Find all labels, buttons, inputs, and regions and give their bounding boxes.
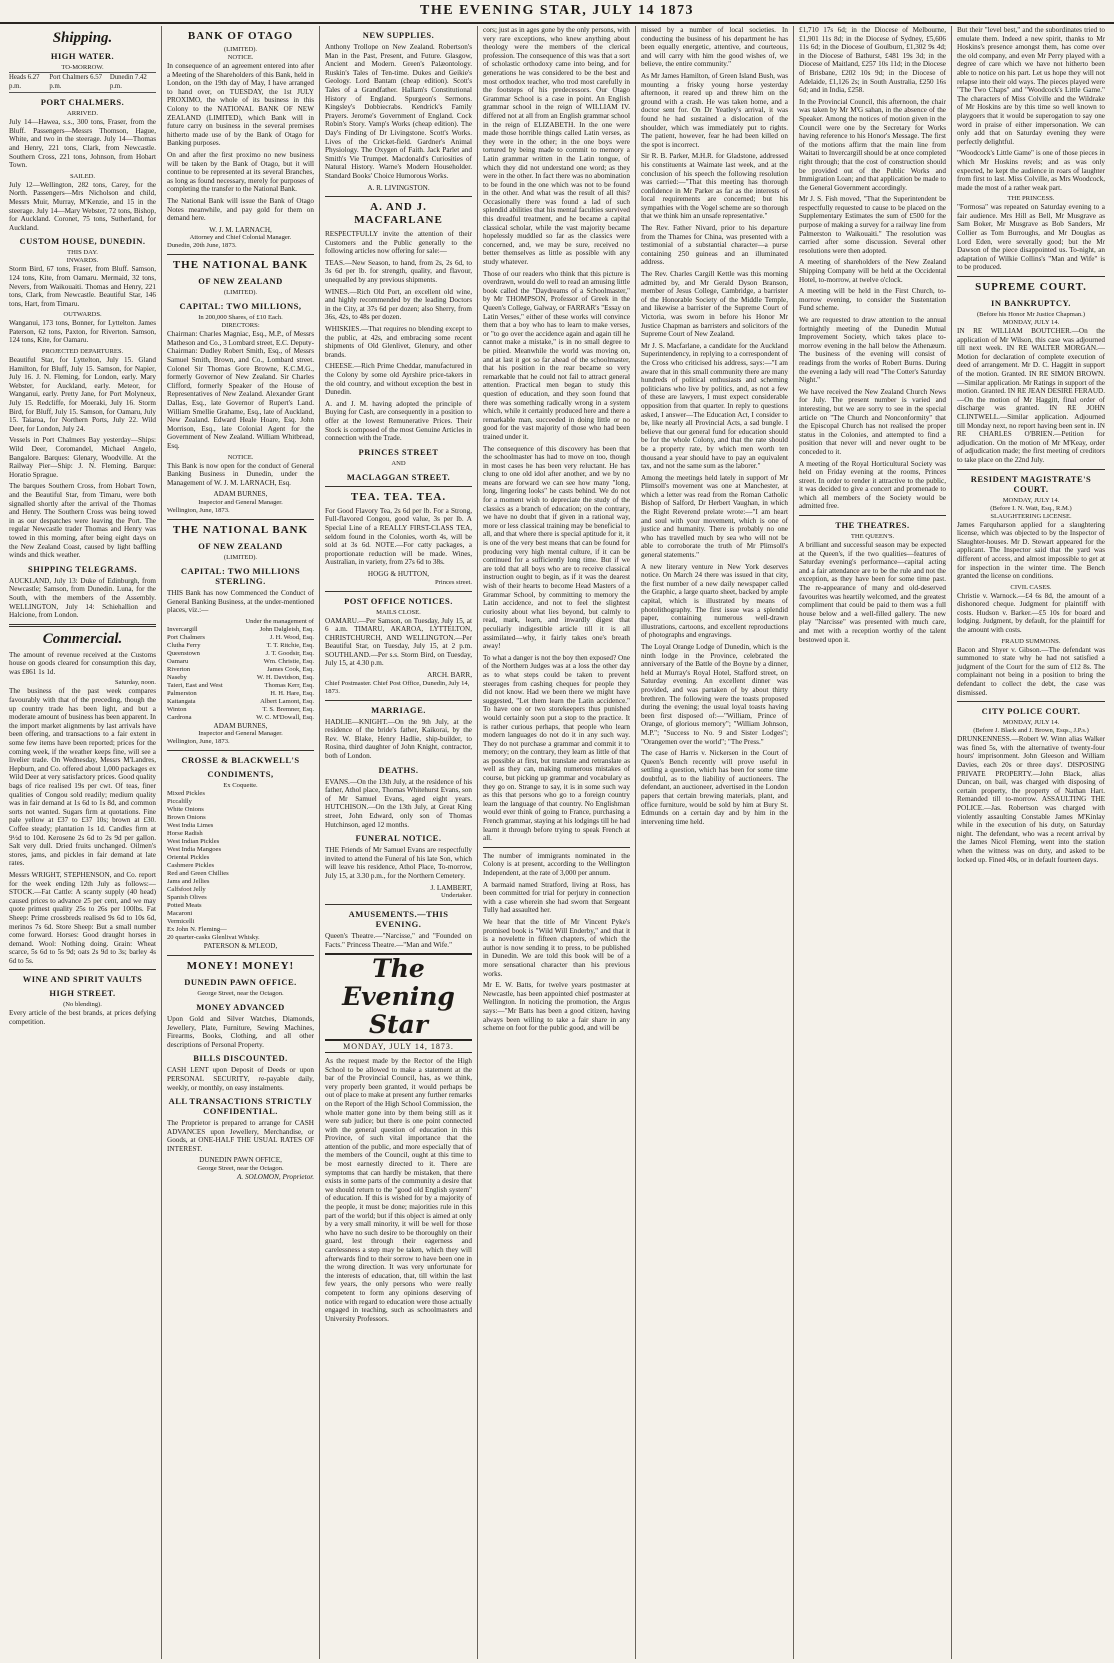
rm-before: (Before I. N. Watt, Esq., R.M.) xyxy=(990,504,1072,512)
marriage-text: HADLIE—KNIGHT.—On the 9th July, at the residence of the bride's father, Kaikorai, by the Rev. W. Blake, Henry Hadlie, ship-builder, to Rosina, third daughter of John Knight, contractor, both of London. xyxy=(325,717,472,761)
news-item: missed by a number of local societies. In conducting the business of his department he has been equally energetic, attentive, and courteous, and will carry with him the good wishes of, we believe, the entire community." xyxy=(641,26,788,69)
column-1 xyxy=(4,26,162,1659)
post-office-heading: POST OFFICE NOTICES. xyxy=(344,595,453,606)
theatres-heading: THE THEATRES. xyxy=(835,520,910,531)
tide-dunedin: Dunedin 7.42 p.m. xyxy=(109,74,147,90)
police-before: (Before J. Black and J. Brown, Esqs., J.P.s.) xyxy=(973,727,1089,735)
macfarlane-cheese: CHEESE.—Rich Prime Cheddar, manufactured in the Colony by some old Ayrshire price-takers in the old country, and without exception the best in Dunedin. xyxy=(325,362,472,397)
tide-heads: Heads 6.27 p.m. xyxy=(9,74,40,90)
commercial-dateline: Saturday, noon. xyxy=(114,679,156,687)
agent-place: Naseby xyxy=(167,673,187,681)
bankruptcy-before: (Before his Honor Mr Justice Chapman.) xyxy=(976,311,1086,319)
divider xyxy=(167,955,314,956)
list-item: Cashmere Pickles xyxy=(167,862,215,870)
news-item: Mr E. W. Batts, for twelve years postmaster at Newcastle, has been appointed chief postmaster at Wellington. In noticing the promotion, the Argus says:—"Mr Batts has been a good citizen, having always been willing to take a fair share in any scheme on foot for the public good, and will be xyxy=(483,981,630,1033)
divider xyxy=(9,969,156,970)
outwards-text: Wanganui, 173 tons, Bonner, for Lyttelton. James Paterson, 62 tons, Paxton, for Riverton. Samson, 124 tons, Kite, for Oamaru. xyxy=(9,319,156,345)
divider xyxy=(9,624,156,627)
leading-article: As the request made by the Rector of the High School to be allowed to make a statement at the bar of the Provincial Council, has, as we think, very properly been granted, it would perhaps be out of place to make at present any further remarks on the Report of the High School Commission, the whole matter gone into by them being still as it were sub judice; but there is one point connected with the general question of education in this Province, of such vital importance that the attention of the public, and more especially that of the members of the Council, ought at this time to be most earnestly directed to it. There are symptoms that can hardly be mistaken, that there exists in some parts of the community a desire that we should return to the "good old English system" of education. If this is wished for by a majority of the people, it must be done; majorities rule in this part of the world; but if this object is aimed at only by a very small minority, it will be well for those who have no such desire to be thoroughly on their guard, lest through their eagerness and carelessness a step may be taken, which they will afterwards find to their sorrow to have been one in the wrong direction. It was very unfortunate for the interests of education, that, till within the last few years, the only persons who were really competent to form any opinions deserving of notice with regard to education were those actually engaged in teaching, such as schoolmasters and University Professors. xyxy=(325,1056,472,1323)
this-day-label: THIS DAY. xyxy=(67,249,98,257)
crosse-blackwell-heading: CROSSE & BLACKWELL'S xyxy=(181,755,300,766)
commercial-heading: Commercial. xyxy=(42,630,123,647)
confidential-heading: ALL TRANSACTIONS STRICTLY CONFIDENTIAL. xyxy=(168,1096,313,1117)
agent-row xyxy=(167,626,314,634)
high-water-heading: HIGH WATER. xyxy=(50,51,115,61)
condiments-list xyxy=(167,790,314,942)
agent-manager: J. T. Goodsir, Esq. xyxy=(265,649,314,657)
agent-row xyxy=(167,706,314,714)
money-text: Upon Gold and Silver Watches, Diamonds, Jewellery, Plate, Furniture, Sewing Machines, Firearms, Books, Clothing, and all other descriptions of Personal Property. xyxy=(167,1014,314,1049)
list-item: White Onions xyxy=(167,806,204,814)
new-supplies-signature: A. R. LIVINGSTON. xyxy=(367,183,430,192)
civil-cases-heading: CIVIL CASES. xyxy=(1010,583,1052,591)
bank-of-otago-signature: W. J. M. LARNACH, xyxy=(209,225,272,234)
barques-text: The barques Southern Cross, from Hobart Town, and the Beautiful Star, from Timaru, were both signalled shortly after the arrival of the Thomas and Henry. The Southern Cross was being towed in as our despatches were leaving the Port. The regular Newcastle trader Thomas and Henry was towed in this morning, after being eight days on the New Zealand Coast, caused by light baffling winds and thick weather. xyxy=(9,482,156,560)
tomorrow-label: TO-MORROW. xyxy=(61,64,104,71)
tide-port-chalmers: Port Chalmers 6.57 p.m. xyxy=(49,74,103,90)
shipping-heading: Shipping. xyxy=(52,30,113,46)
burnes-title: Inspector and General Manager. xyxy=(198,498,283,506)
agent-place: Palmerston xyxy=(167,689,197,697)
macfarlane-text-2: A. and J. M. having adopted the principle of Buying for Cash, are consequently in a position to offer at the lowest Remunerative Prices. Their Stock is composed of the most Genuine Articles in connection with the Trade. xyxy=(325,399,472,443)
paper-title: The Evening Star xyxy=(325,953,472,1041)
wine-vaults-text: Every article of the best brands, at prices defying competition. xyxy=(9,1009,156,1027)
commercial-text-3: Messrs WRIGHT, STEPHENSON, and Co. report for the week ending 12th July as follows:—STOCK.—Fat Cattle: A scanty supply (40 head) caused prices to advance 25 per cent, and we may quote primest quality 25s to 26s per 100lbs. Fat Sheep: Prime crossbreds realised 9s 6d to 10s 6d, merinos 7s 6d. Store Sheep: But a small number come forward. Horses: Good draught horses in demand. Wool: Nothing doing. Grain: Wheat scarce, 5s 6d to 5s 9d; oats 2s 9d to 3s; barley 4s 6d to 5s. xyxy=(9,870,156,965)
list-item: Ex John N. Fleming— xyxy=(167,926,227,934)
princes-and: AND xyxy=(391,459,406,467)
divider xyxy=(167,519,314,520)
funeral-text: THE Friends of Mr Samuel Evans are respectfully invited to attend the Funeral of his late Son, which will leave his residence, Athol Place, To-morrow, July 15, at 3.30 p.m., for the Northern Cemetery. xyxy=(325,846,472,880)
tea-heading: TEA. TEA. TEA. xyxy=(350,490,447,503)
agent-row xyxy=(167,658,314,666)
macfarlane-whiskies: WHISKIES.—That requires no blending except to the public, at 42s, and embracing some recent shipments of Old Glenlivet, Glenury, and other brands. xyxy=(325,325,472,359)
divider xyxy=(957,469,1105,470)
agent-row xyxy=(167,650,314,658)
pawn-office-footer-address: George Street, near the Octagon. xyxy=(197,1165,284,1173)
theatre-review: "Formosa" was repeated on Saturday evening to a fair audience. Mrs Hill as Bell, Mr Musgrave as Sam Boker, Mr Musgrave as Bob Sanders, Mr Collier as Tom Burroughs, and Mr Douglas as Lord Eden, were severally good; but the Mr Dawson of the piece disappointed us. To-night, an adaptation of Wilkie Collins's "Man and Wife" is to be produced. xyxy=(957,203,1105,272)
commenced-text: THIS Bank has now Commenced the Conduct of General Banking Business, at the under-mentioned places, viz.:— xyxy=(167,588,314,615)
divider xyxy=(325,486,472,487)
news-item: We hear that the title of Mr Vincent Pyke's promised book is "Wild Will Enderby," and that it is a novelette in fifteen chapters, of which the author is now sending it to press, to be published in Dunedin. We are told this book will be of a more sensational character than his previous works. xyxy=(483,917,630,978)
news-item: The number of immigrants nominated in the Colony is at present, according to the Wellington Independent, at the rate of 3,000 per annum. xyxy=(483,851,630,877)
telegrams-text: AUCKLAND, July 13: Duke of Edinburgh, from Newcastle; Samson, from Dunedin. Luna, for the South, with the members of the Assembly. WELLINGTON, July 14: Schiehallion and Halcione, from London. xyxy=(9,576,156,620)
news-item: A barmaid named Stratford, living at Ross, has been committed for trial for perjury in connection with a case wherein she had sworn that Sergeant Tully had assaulted her. xyxy=(483,880,630,915)
agent-place: Cardrona xyxy=(167,713,192,721)
maclaggan-street: MACLAGGAN STREET. xyxy=(346,471,451,482)
notice-heading: NOTICE. xyxy=(227,54,254,61)
pawn-office-footer: DUNEDIN PAWN OFFICE, xyxy=(199,1156,282,1165)
divider xyxy=(325,196,472,197)
column-6 xyxy=(794,26,952,1659)
telegrams-heading: SHIPPING TELEGRAMS. xyxy=(27,563,137,574)
article-text: The consequence of this discovery has been that the schoolmaster has had to move on too, though in most cases he has been very reluctant. He has clung to one old idol after another, and we by no means are forward we can see how many "long, long, lingering looks" he casts behind. We do not for a moment wish to depreciate the study of the classics as a branch of education; on the contrary, we have no doubt that if given in a rational way, more or less classical training may be beneficial to all, and that where there is special aptitude for it, it is one of the very best means that can be found for producing very high mental culture, if it can be continued for a sufficiently long time. But if we are told that all boys who are to receive classical instruction ought to begin, as if it was the dearest wish of their hearts to become Head Masters of a Grammar School, by committing to memory the Latin accidence, and not to feel the slightest curiosity about what lies beyond, but calmly to read, mark, learn, and inwardly digest that peculiarly indigestible article till it is all assimilated—why, it fairly takes one's breath away! xyxy=(483,444,630,651)
list-item: Vermicelli xyxy=(167,918,195,926)
wine-vaults-street: HIGH STREET. xyxy=(49,988,116,999)
theatre-review: A brilliant and successful season may be expected at the Queen's, if the two qualities—features of Saturday evening's performance—capital acting and a fair attendance are to be the rule and not the exception, as they have been for some time past. The re-appearance of many and old-deserved favourites was heartily welcomed, and the greatest compliment that could be paid to them was a full house below and a well-filled gallery. The new play "Narcisse" was presented with much care, and met with a reception worthy of the talent bestowed upon it. xyxy=(799,541,946,644)
bankruptcy-date: MONDAY, JULY 14. xyxy=(1002,319,1060,327)
funeral-heading: FUNERAL NOTICE. xyxy=(355,833,442,844)
court-report: DRUNKENNESS.—Robert W. Winn alias Walker was fined 5s, with the alternative of twenty-four hours' imprisonment. John Gleeson and William Davies, each 20s or three days'. DISPOSING PRIVATE PROPERTY.—John Black, alias Duncan, on bail, was charged with disposing of certain property, the property of Nathan Hart. Remanded till to-morrow. ASSAULTING THE POLICE.—Jas. Robertson was charged with violently assaulting Constable James M'Kinlay while in the execution of his duty, on Saturday night. The defendant, who was a recent arrival by the James Nicol Fleming, went into the station when the witness was on duty, and asked to be locked up. Fined 40s, or in default fourteen days. xyxy=(957,735,1105,864)
divider xyxy=(167,750,314,751)
macfarlane-heading: A. AND J. MACFARLANE xyxy=(354,201,443,227)
column-5 xyxy=(636,26,794,1659)
bank-of-otago-sub: (LIMITED). xyxy=(223,46,258,53)
divider xyxy=(167,254,314,255)
macfarlane-intro: RESPECTFULLY invite the attention of their Customers and the Public generally to the following articles now offering for sale:— xyxy=(325,230,472,256)
tide-table xyxy=(9,72,156,93)
column-7 xyxy=(952,26,1110,1659)
agents-list xyxy=(167,626,314,722)
list-item: Macaroni xyxy=(167,910,193,918)
notice-heading-2: NOTICE. xyxy=(227,453,254,461)
macfarlane-teas: TEAS.—New Season, to hand, from 2s, 2s 6d, to 3s 6d per lb. for strength, quality, and flavour, unequalled by any previous shipments. xyxy=(325,258,472,285)
directors-text: Chairman: Charles Magniac, Esq., M.P., of Messrs Matheson and Co., 3 Lombard street, E.C. Deputy-Chairman: Dudley Robert Smith, Esq., of Messrs Samuel Smith, Brown, and Co., Lombard street. Colonel Sir Thomas Gore Browne, K.C.M.G., formerly Governor of New Zealand. Sir Charles Clifford, formerly Speaker of the House of Representatives of New Zealand. Alexander Grant Dallas, Esq., late Governor of Rupert's Land. William Smellie Grahame, Esq., late of Auckland, New Zealand. Edward Heale Hoare, Esq. John Morrison, Esq., late Colonial Agent for the Government of New Zealand. William Whitbread, Esq. xyxy=(167,330,314,450)
pawn-office-address: George Street, near the Octagon. xyxy=(197,989,284,997)
capital-sterling-line: CAPITAL: TWO MILLIONS STERLING. xyxy=(180,565,301,586)
sailings-text: July 12—Wellington, 282 tons, Carey, for the North. Passengers—Mrs Nicholson and child, Messrs Muir, Murray, M'Kenzie, and 15 in the steerage. July 14—Mary Webster, 72 tons, Bishop, for Auckland. Coronet, 75 tons, Sutherland, for Auckland. xyxy=(9,180,156,232)
vessels-text: Vessels in Port Chalmers Bay yesterday—Ships: Wild Deer, Coromandel, Michael Angelo, Bangalore. Barques: Glenary, Woodville. At the Railway Pier—Ship: J. N. Fleming. Barque: Horatio Sprague. xyxy=(9,436,156,479)
wine-vaults-heading: WINE AND SPIRIT VAULTS xyxy=(22,974,143,985)
list-item: Calfsfoot Jelly xyxy=(167,886,206,894)
commercial-text-1: The amount of revenue received at the Customs house on goods cleared for consumption this day, was £861 1s 1d. xyxy=(9,650,156,676)
divider xyxy=(325,591,472,592)
agent-place: Clutha Ferry xyxy=(167,641,201,649)
list-item: Jams and Jellies xyxy=(167,878,210,886)
agent-place: Queenstown xyxy=(167,649,200,657)
news-item: We are requested to draw attention to the annual fortnightly meeting of the Dunedin Mutual Improvement Society, which takes place to-morrow evening in the hall below the Athenæum. The business of the evening will consist of readings from the works of Robert Burns. During the evening a lady will read "The Cotter's Saturday Night." xyxy=(799,316,946,385)
money-heading: MONEY! MONEY! xyxy=(186,959,295,972)
pawn-office-heading: DUNEDIN PAWN OFFICE. xyxy=(184,976,297,987)
theatre-review: "Woodcock's Little Game" is one of those pieces in which Mr Hoskins revels; and as was only expected, he kept the audience in roars of laughter from first to last. Miss Colville, as Mrs Woodcock, made the most of a rather weak part. xyxy=(957,149,1105,192)
agent-row xyxy=(167,666,314,674)
national-bank-limited: (LIMITED). xyxy=(223,289,258,297)
divider xyxy=(483,847,630,848)
condiments-heading: CONDIMENTS, xyxy=(207,769,274,780)
national-bank-limited-b: (LIMITED). xyxy=(223,553,258,561)
commercial-text-2: The business of the past week compares favourably with that of the preceding, though the up country trade has been light, and but a moderate amount of business has been apparent. In the import market alignments by last arrivals have been offering, and transactions to a fair extent in some few items have been reported; prices for the coming week, if the weather keeps fine, will see a livelier trade. On Wednesday, Messrs M'Landres, Hepburn, and Co. offered about 1,000 packages ex Wild Deer at very satisfactory prices. Good quality bags of rice realised 19s per cwt. Of teas, finer qualities of Congou sold readily; medium quality was in fair demand at 1s 6d to 1s 8d, and common sorts not wanted. Sugars firm at quotations. Fine pale yellow at £37 to £37 10s; brown at £30. Coffee steady; plantation 1s 1d. Candles firm at 9½d to 10d. Kerosene 2s 6d to 2s 9d per gallon. Salt very dull. Dried fruits unchanged. Oilmen's stores, jams, and pickles in fair demand at late rates. xyxy=(9,687,156,868)
agent-manager: T. T. Ritchie, Esq. xyxy=(266,641,314,649)
agent-place: Winton xyxy=(167,705,187,713)
column-4 xyxy=(478,26,636,1659)
agent-place: Riverton xyxy=(167,665,191,673)
list-item: West Indian Pickles xyxy=(167,838,220,846)
news-item: Among the meetings held lately in support of Mr Plimsoll's movement was one at Manchester, at which a letter was read from the Roman Catholic Bishop of Salford, Dr Herbert Vaughan, in which the Right Reverend prelate wrote:—"I am heart and soul with your movement, which is one of justice and humanity. There is probably no one who has travelled much by sea who will not be able to corroborate the truth of Mr Plimsoll's general statements." xyxy=(641,473,788,560)
pawn-office-signature: A. SOLOMON, Proprietor. xyxy=(236,1173,314,1182)
agent-manager: W. C. M'Dowall, Esq. xyxy=(256,713,314,721)
deaths-text: EVANS.—On the 13th July, at the residence of his father, Athol place, Thomas Whitehurst Evans, son of Mr Samuel Evans, aged eight years. HUTCHISON.—On the 13th July, at Great King street, John Edward, only son of Thomas Hutchinson, aged 12 months. xyxy=(325,777,472,829)
arrived-heading: ARRIVED. xyxy=(67,110,98,118)
national-bank-heading-b2: OF NEW ZEALAND xyxy=(198,540,283,551)
list-item: Piccalilly xyxy=(167,798,192,806)
agent-place: Taieri, East and West xyxy=(167,681,223,689)
agent-manager: H. H. Hare, Esq. xyxy=(270,689,314,697)
news-item: A meeting will be held in the First Church, to-morrow evening, to consider the Sustentation Fund scheme. xyxy=(799,287,946,313)
police-date: MONDAY, JULY 14. xyxy=(1002,719,1060,727)
bankruptcy-heading: IN BANKRUPTCY. xyxy=(991,298,1071,309)
list-item: West India Mangoes xyxy=(167,846,222,854)
burnes-date-2: Wellington, June, 1873. xyxy=(167,738,230,746)
national-bank-heading-b: THE NATIONAL BANK xyxy=(172,523,309,536)
projected-heading: PROJECTED DEPARTURES. xyxy=(41,348,124,356)
agent-manager: Wm. Christie, Esq. xyxy=(263,657,314,665)
bank-of-otago-signature-title: Attorney and Chief Colonial Manager. xyxy=(189,234,292,242)
agent-row xyxy=(167,642,314,650)
inwards-heading: INWARDS. xyxy=(66,257,99,265)
fraud-summons-heading: FRAUD SUMMONS. xyxy=(1001,637,1061,645)
list-item: Mixed Pickles xyxy=(167,790,205,798)
list-item: Brown Onions xyxy=(167,814,206,822)
news-item: In the Provincial Council, this afternoon, the chair was taken by Mr M'G sahan, in the absence of the Speaker. Among the notices of motion given in the Council were one by the Secretary for Works having reference to his Honor's Message. The first of the motions affirm that the main line from Waitati to Invercargill should be at once completed right through; that the cost of construction should be provided out of the Public Works and Immigration Loan; and that application be made to the General Government accordingly. xyxy=(799,97,946,192)
supreme-court-heading: SUPREME COURT. xyxy=(975,281,1087,294)
bank-of-otago-text-3: The National Bank will issue the Bank of Otago Notes meanwhile, and pay gold for them on demand here. xyxy=(167,196,314,223)
agent-manager: John Dalgleish, Esq. xyxy=(259,625,314,633)
masthead-title: THE EVENING STAR, JULY 14 1873 xyxy=(420,3,694,18)
news-item: A meeting of shareholders of the New Zealand Shipping Company will be held at the Occidental Hotel, to-morrow, at twelve o'clock. xyxy=(799,258,946,284)
money-text-3: The Proprietor is prepared to arrange for CASH ADVANCES upon Jewellery, Merchandise, or Goods, at ONE-HALF THE USUAL RATES OF INTEREST. xyxy=(167,1119,314,1153)
news-item: The Rev. Father Nivard, prior to his departure from the Thames for China, was presented with a testimonial of a substantial character—a purse containing 250 guineas and an illuminated address. xyxy=(641,224,788,267)
agent-place: Oamaru xyxy=(167,657,189,665)
court-report: Bacon and Shyer v. Gibson.—The defendant was summoned to state why he had not satisfied a judgment of the Court for the sum of £12 8s. The complainant not being in a position to bring the defendant to collect the debt, the case was dismissed. xyxy=(957,645,1105,697)
news-item: Sir R. B. Parker, M.H.R. for Gladstone, addressed his constituents at Waimate last week, and at the conclusion of his speech the following resolution was carried:—"That this meeting has thorough confidence in Mr Parker as far as the interests of local requirements are concerned; but his sympathies with the Vogel scheme are so thorough that we think him an unsafe representative." xyxy=(641,152,788,221)
money-text-2: CASH LENT upon Deposit of Deeds or upon PERSONAL SECURITY, re-payable daily, weekly, or monthly, on easy instalments. xyxy=(167,1066,314,1092)
article-text: Those of our readers who think that this picture is overdrawn, would do well to read an amusing little book called the "Daydreams of a Schoolmaster," by Mr THOMPSON, Professor of Greek in the Queen's College, Galway, or FARRAR's "Essay on Latin Verses," either of these works will convince them that a boy who has to learn to make verses, or "to go over the accidence again and again till he cannot make a mistake," is in no small degree to be pitied. Meanwhile the world was moving on, and at last it got so far ahead of the schoolmaster, that his position in the rear became so very remarkable that he could not fail to attract general attention. Practical men began to study this question of education, and they soon found that there was something radically wrong in a system which, while it certainly produced here and there a remarkable man, succeeded in doing little or no good for the vast majority of those who had been trained under it. xyxy=(483,269,630,441)
new-supplies-text: Anthony Trollope on New Zealand. Robertson's Man in the Past, Present, and Future. Glasgow, Ancient and Modern. Green's Palæontology. Ruskin's Tales of Ten-time. Dukes and Geikie's Geology. Lord Bantam (cheap edition). Scott's Tales of a Grandfather. Hallam's Constitutional History of England. Spurgeon's Sermons. Kingsley's Dobbiecrabs. Kendrick's Family Prayers. Jerome's Government of England. Cock Robin's Story. Vamp's Works (cheap edition). The Day's Finding of Dr Livingstone. Scott's Works. Lives of the Cricket-field. Gardner's Animal Physiology. The Oxygen of Faith. Jack Parlet and Smith's Vie Trumpet. Macdonald's Curiosities of Natural History. Warne's Modern Householder. Standard Books' Choice Humorous Works. xyxy=(325,43,472,180)
news-item: £1,710 17s 6d; in the Diocese of Melbourne, £1,901 11s 8d; in the Diocese of Sydney, £5,606 11s 6d; in the Diocese of Goulburn, £1,302 9s 4d; in the Diocese of Bathurst, £481 19s 3d; in the Diocese of Maitland, £257 10s 11d; in the Diocese of Brisbane, £202 10s 9d; in the Diocese of Adelaide, £1,126 2s; in South Australia, £250 16s 6d; and in India, £258. xyxy=(799,26,946,95)
tea-signature: HOGG & HUTTON, xyxy=(367,569,430,578)
divider xyxy=(799,515,946,516)
agent-place: Invercargill xyxy=(167,625,198,633)
agent-row xyxy=(167,682,314,690)
news-item: Mr J. S. Fish moved, "That the Superintendent be respectfully requested to cause to be placed on the Supplementary Estimates the sum of £500 for the purpose of making a survey for a railway line from Palmerston to Waikouaiti." The resolution was carried after some discussion. Several other resolutions were then adopted. xyxy=(799,195,946,255)
news-item: The case of Harris v. Nickersen in the Court of Queen's Bench recently will prove useful in settling a question, which has been for some time doubtful, as to the liability of auctioneers. The defendant, an auctioneer, advertised in the London papers that certain brewing materials, plant, and office furniture, would be sold by him at Bury St. Edmunds on a certain day and by him in the intervening time held. xyxy=(641,749,788,826)
post-office-text: OAMARU.—Per Samson, on Tuesday, July 15, at 6 a.m. TIMARU, AKAROA, LYTTELTON, CHRISTCHURCH, AND WELLINGTON.—Per Beautiful Star, on Tuesday, July 15, at 2 p.m. SOUTHLAND.—Per s.s. Storm Bird, on Tuesday, July 15, at 4.30 p.m. xyxy=(325,616,472,668)
article-text: To what a danger is not the boy then exposed? One of the Northern Judges was at a loss the other day as to what steps could be taken to prevent steerages from cashing cheques for people they did not know. Had we been there we might have suggested, "Let them learn the Latin accidence." To have one or two storekeepers thus punished would certainly soon put a stop to the practice. It is rather curious perhaps, that people who learn modern languages do not do it in any such way. They do not purchase a grammar and commit it to memory; on the contrary, they learn as little of that as possible at first, but translate and retranslate as well as they can, making numerous mistakes of course, but picking up grammar and vocabulary as they go on. Strange to say, it is in some such way as this that persons who go to a foreign country learn the language of that country. No Englishman would ever think of going to France, purchasing a French grammar, staying at his lodgings till he had learnt it through before trying to speak French at all. xyxy=(483,653,630,843)
amusements-text: Queen's Theatre.—"Narcisse," and "Founded on Facts." Princess Theatre.—"Man and Wife." xyxy=(325,932,472,949)
agent-row xyxy=(167,690,314,698)
paper-dateline: MONDAY, JULY 14, 1873. xyxy=(325,1043,472,1053)
ex-coquette: Ex Coquette. xyxy=(223,782,258,790)
mails-close-heading: MAILS CLOSE. xyxy=(376,608,421,616)
divider xyxy=(325,904,472,905)
court-report: James Farquharson applied for a slaughtering license, which was objected to by the Inspector of Slaughter-houses. Mr D. Stewart appeared for the applicant. The Inspector said that the yard was different of access, and almost impossible to get at for inspection in the winter time. The Bench granted the license on conditions. xyxy=(957,520,1105,581)
funeral-signature-title: Undertaker. xyxy=(441,892,472,900)
bank-of-otago-text: In consequence of an agreement entered into after a Meeting of the Shareholders of this Bank, held in London, on the 19th day of May, I have arranged to hand over, on TUESDAY, the 1st JULY PROXIMO, the whole of its business in this Colony to the NATIONAL BANK OF NEW ZEALAND (LIMITED), which Bank will in future carry on business in the several premises hitherto made use of by the Bank of Otago for Banking purposes. xyxy=(167,62,314,148)
agent-row xyxy=(167,714,314,722)
wine-vaults-note: (No blending). xyxy=(63,1001,102,1009)
outwards-heading: OUTWARDS. xyxy=(63,311,102,319)
burnes-date: Wellington, June, 1873. xyxy=(167,506,230,514)
agent-manager: Albert Lamont, Esq. xyxy=(260,697,314,705)
list-item: Potted Meats xyxy=(167,902,202,910)
court-report: Christie v. Warnock.—£4 6s 8d, the amount of a dishonored cheque. Judgment for plaintiff with costs. Hudson v. Barker.—£5 10s for board and lodging. Judgment, by default, for the plaintiff for the amount with costs. xyxy=(957,591,1105,635)
agent-manager: James Cook, Esq. xyxy=(267,665,314,673)
burnes-title-2: Inspector and General Manager. xyxy=(198,730,283,738)
news-item: The Loyal Orange Lodge of Dunedin, which is the ninth lodge in the Province, celebrated the anniversary of the Battle of the Boyne by a dinner, held at Murray's Royal Hotel, Stafford street, on Saturday evening. An excellent dinner was provided, and was partaken of by about thirty brethren. The following were the toasts proposed during the evening; the usual loyal toasts having been first disposed of:—"William, Prince of Orange, of glorious memory"; "William Johnson, M.P."; "Success to No. 9 and Sister Lodges"; "Orangemen over the world"; "The Press." xyxy=(641,642,788,746)
agent-manager: T. S. Bremner, Esq. xyxy=(262,705,314,713)
divider xyxy=(325,700,472,701)
funeral-signature: J. LAMBERT, xyxy=(430,883,472,892)
amusements-heading: AMUSEMENTS.—THIS EVENING. xyxy=(348,909,449,930)
list-item: West India Limes xyxy=(167,822,214,830)
notice-text: This Bank is now open for the conduct of General Banking Business in Dunedin, under the Management of W. J. M. LARNACH, Esq. xyxy=(167,461,314,487)
tea-text: For Good Flavory Tea, 2s 6d per lb. For a Strong, Full-flavored Congou, good value, 3s per lb. A Special Line of a REALLY FIRST-CLASS TEA, seldom found in the Colonies, worth 4s, will be sold at 3s 6d. NOTE.—For catty packages, a proportionate reduction will be made. Wines, Australian, in variety, from 27s 6d to 38s. xyxy=(325,506,472,567)
news-item: Mr J. S. Macfarlane, a candidate for the Auckland Superintendency, in replying to a correspondent of the Cross who criticised his address, says:—"I am aware that in this small community there are many hundreds of political enthusiasts and scheming politicians who live by politics, and, as not a few of these are lawyers, I must expect considerable opposition from that quarter. In reply to questions asked, I answer—The Education Act, I consider to be, like nearly all Provincial Acts, a sad bungle. I believe that our general fund for education should be for the whole Colony, and that the rate should be a property rate, by which men worth ten thousand a year should have to pay an equivalent tax, and not the same sum as the laborer." xyxy=(641,341,788,471)
national-bank-heading-2: OF NEW ZEALAND xyxy=(198,276,283,287)
capital-line: CAPITAL: TWO MILLIONS, xyxy=(179,301,302,312)
directors-heading: DIRECTORS: xyxy=(221,322,260,330)
deaths-heading: DEATHS. xyxy=(378,764,419,775)
agent-place: Port Chalmers xyxy=(167,633,205,641)
agent-manager: J. H. Wood, Esq. xyxy=(269,633,314,641)
list-item: Red and Green Chillies xyxy=(167,870,229,878)
article-text: cors; just as in ages gone by the only persons, with very rare exceptions, who knew anything about theology were the members of the clerical profession. The consequence of this was that a sort of scholastic orthodoxy came into being, and for generations he was considered to be the best and most orthodox teacher, who trod most carefully in the footsteps of his predecessors. Our Otago Grammar School is a case in point. An English grammar school in the reign of WILLIAM IV. differed not at all from an English grammar school in the reign of ELIZABETH. In the one were made those horrible things called Latin verses, as they were in the other; in the one boys were tortured by being made to commit to memory a Latin grammar written in the Latin tongue, of which they did not understand one word; as they were in the other. In fact there was no abomination to be found in the one which was not to be found in the other. And what was the result of all this? Occasionally there was found a lad of such splendid abilities that his mental faculties survived this dreadful treatment, and he became a capital classical scholar, while the vast majority became hopelessly muddled so far as the classics were concerned, and, we may be sure, received no better themselves as little as possible with any study whatever. xyxy=(483,26,630,267)
list-item: Spanish Olives xyxy=(167,894,207,902)
queens-heading: THE QUEEN'S. xyxy=(850,533,895,541)
theatre-review: But their "level best," and the subordinates tried to emulate them. Indeed a new spirit, thanks to Mr Hoskins's presence amongst them, has come over the old company, and even Mr Perry played with a degree of care which we have not hitherto been able to notice on his part. Let us hope they will not relapse into their old ways. The pieces played were "The Two Chaps" and "Woodcock's Little Game." The characters of Miss Colville and the Wildrake of Mr Hoskins are by this time so well known to playgoers that it would be superogation to say one word in praise of either impersonation. We can only add that on Saturday evening they were perfectly delightful. xyxy=(957,26,1105,146)
masthead xyxy=(0,0,1114,24)
princess-heading: THE PRINCESS. xyxy=(1007,195,1055,203)
port-heading: PORT CHALMERS. xyxy=(40,97,125,108)
agent-row xyxy=(167,674,314,682)
money-advanced-heading: MONEY ADVANCED xyxy=(196,1001,285,1012)
list-item: Horse Radish xyxy=(167,830,203,838)
burnes-signature: ADAM BURNES, xyxy=(213,490,268,499)
new-supplies-heading: NEW SUPPLIES. xyxy=(362,30,435,40)
list-item: Oriental Pickles xyxy=(167,854,210,862)
column-2 xyxy=(162,26,320,1659)
court-report: IN RE WILLIAM BOUTCHER.—On the application of Mr Wilson, this case was adjourned till next week. IN RE WALTER MORGAN.—Motion for declaration of complete execution of deed of arrangement. Mr D. C. Haggitt in support of the motion. Granted. IN RE SIMON BROWN.—Similar application. Mr Ratings in support of the motion. Granted. IN RE JEAN DESIRE FERAUD.—On the motion of Mr Haggitt, final order of discharge was granted. IN RE JOHN CLINTWELL.—Similar application. Adjourned till Monday next, no report having been sent in. IN RE CHARLES O'BRIEN.—Petition for adjudication. On the motion of Mr M'Keay, order of adjudication made; the first meeting of creditors to take place on the 22nd July. xyxy=(957,327,1105,464)
condiments-signature: PATERSON & M'LEOD, xyxy=(203,942,278,951)
management-label: Under the management of xyxy=(245,617,314,625)
customs-heading: CUSTOM HOUSE, DUNEDIN. xyxy=(19,236,146,247)
agent-manager: Thomas Kerr, Esq. xyxy=(264,681,314,689)
bank-of-otago-date: Dunedin, 20th June, 1873. xyxy=(167,242,237,250)
sailed-heading: SAILED. xyxy=(69,172,96,180)
news-item: A new literary venture in New York deserves notice. On March 24 there was issued in that city, the first number of a new daily newspaper called the Graphic, a large quarto sheet, backed by ample capital, which is illustrated by means of photolithography. The first issue was a splendid paper, containing numerous well-drawn illustrations, cartoons, and excellent reproductions of photographs and engravings. xyxy=(641,562,788,640)
inwards-text: Storm Bird, 67 tons, Fraser, from Bluff. Samson, 124 tons, Kite, from Oamaru. Mermaid, 32 tons, Nevers, from Waikouaiti. Thomas and Henry, 221 tons, Clark, from Newcastle. Beautiful Star, 146 tons, Hart, from Timaru. xyxy=(9,265,156,308)
list-item: 20 quarter-casks Glenlivat Whisky. xyxy=(167,934,260,942)
slaughter-heading: SLAUGHTERING LICENSE. xyxy=(990,512,1072,520)
divider xyxy=(957,701,1105,702)
projected-text: Beautiful Star, for Lyttelton, July 15. Gland Hamilton, for Bluff, July 15. Samson, for Napier, July 16. J. N. Fleming, for London, early. Mary Webster, for Auckland, early. Meteor, for Wanganui, early. Pretty Jane, for Port Molyneux, July 15. Redcliffe, for Moeraki, July 16. Storm Bird, for Bluff, July 15. Samson, for Oamaru, July 15. Taiaroa, for Northern Ports, July 22. Wild Deer, for London, July 24. xyxy=(9,356,156,433)
news-item: A meeting of the Royal Horticultural Society was held on Friday evening at the rooms, Princes street. In order to render it attractive to the public, it was decided to give a concert and promenade to which all members of the Society would be admitted free. xyxy=(799,459,946,511)
agent-manager: W. H. Davidson, Esq. xyxy=(256,673,314,681)
macfarlane-wines: WINES.—Rich Old Port, an excellent old wine, and highly recommended by the leading Doctors in the City, at 37s 6d per dozen; also Sherry, from 36s, 42s, to 48s per dozen. xyxy=(325,287,472,322)
city-police-heading: CITY POLICE COURT. xyxy=(981,706,1081,717)
news-item: As Mr James Hamilton, of Green Island Bush, was mounting a frisky young horse yesterday afternoon, it reared up and threw him on the ground with a crash. He was taken home, and a doctor sent for. On Dr Yeatley's arrival, it was found he had sustained a dislocation of the shoulder, which was immediately put to rights. The patient, however, fear he had been killed on the spot is incorrect. xyxy=(641,71,788,149)
marriage-heading: MARRIAGE. xyxy=(371,704,426,715)
burnes-signature-2: ADAM BURNES, xyxy=(213,721,268,730)
post-office-footer: Chief Postmaster. Chief Post Office, Dunedin, July 14, 1873. xyxy=(325,679,470,695)
post-office-signature: ARCH. BARR, xyxy=(427,671,472,680)
princes-street: PRINCES STREET xyxy=(358,446,439,457)
bank-of-otago-heading: BANK OF OTAGO xyxy=(187,30,294,42)
shares-line: In 200,000 Shares, of £10 Each. xyxy=(198,314,283,322)
news-item: The Rev. Charles Cargill Kettle was this morning admitted by, and Mr Gerald Dyson Branson, member of Jesus College, Cambridge, a barrister of the Honorable Society of the Middle Temple, and likewise a barrister of the Supreme Court of Victoria, was sworn in before his Honor Mr Justice Chapman as barristers and solicitors of the Supreme Court of New Zealand. xyxy=(641,270,788,339)
agent-row xyxy=(167,634,314,642)
column-3 xyxy=(320,26,478,1659)
arrivals-text: July 14—Hawea, s.s., 300 tons, Fraser, from the Bluff. Passengers—Messrs Thomson, Hague, White, and two in the steerage. July 14—Thomas and Henry, 221 tons, Clark, from Newcastle. Southern Cross, 221 tons, Johnson, from Hobart Town. xyxy=(9,118,156,170)
agent-place: Kaitangata xyxy=(167,697,196,705)
agent-row xyxy=(167,698,314,706)
divider xyxy=(957,276,1105,277)
bills-heading: BILLS DISCOUNTED. xyxy=(193,1053,288,1064)
rm-date: MONDAY, JULY 14. xyxy=(1002,496,1060,504)
newspaper-page xyxy=(4,26,1110,1659)
bank-of-otago-text-2: On and after the first proximo no new business will be taken by the Bank of Otago, but it will continue to be represented at its several Branches, as long as found necessary, merely for purposes of completing the transfer to the National Bank. xyxy=(167,150,314,194)
tea-address: Princes street. xyxy=(435,578,472,586)
news-item: We have received the New Zealand Church News for July. The present number is varied and interesting, but we are sorry to see in the special article on "The Church and Nonconformity" that the Episcopal Church has not realised the proper status in the Colonies, and attempted to find a position that never will and never ought to be conceded to it. xyxy=(799,387,946,456)
national-bank-heading: THE NATIONAL BANK xyxy=(172,259,309,272)
resident-magistrate-heading: RESIDENT MAGISTRATE'S COURT. xyxy=(970,473,1092,494)
